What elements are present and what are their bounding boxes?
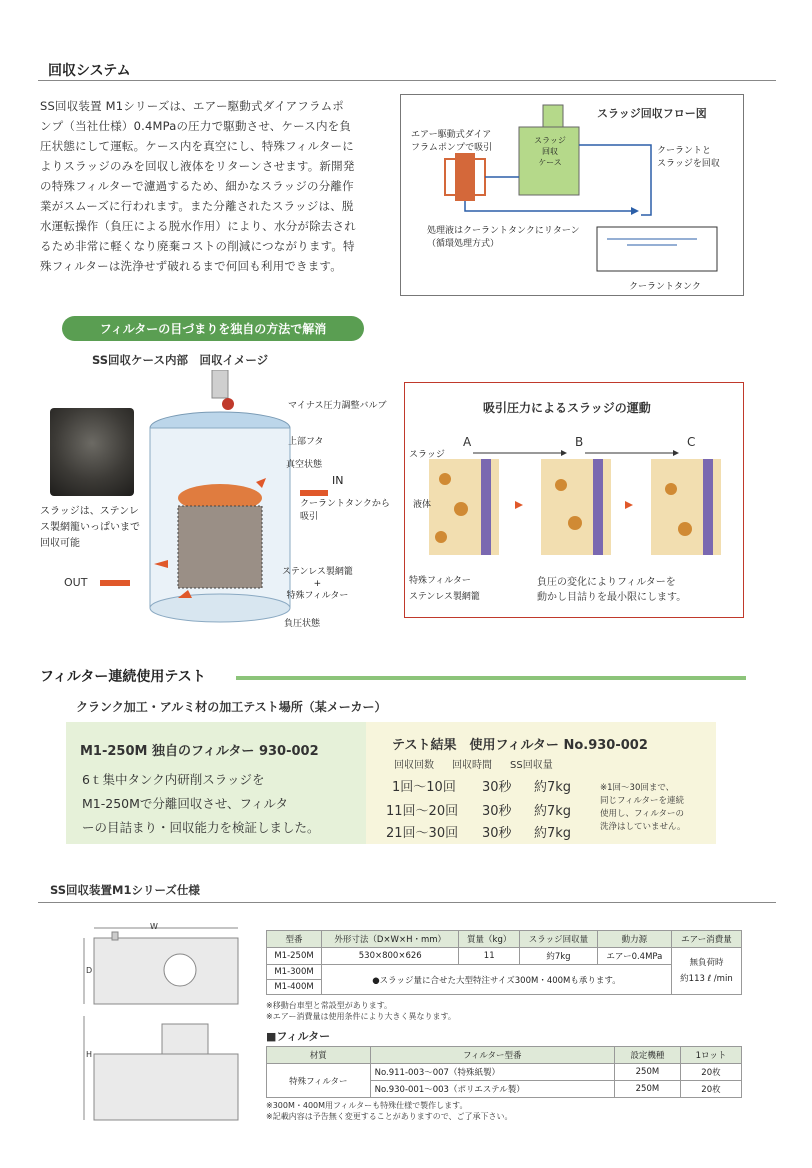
intro-line: 水運転操作（負圧による脱水作用）により、水分が除去され [40, 219, 356, 233]
filter-table [266, 1046, 742, 1098]
mesh-label: ステンレス製網籠 [409, 592, 480, 602]
arrow-icon [673, 450, 679, 456]
spec-row [267, 965, 742, 980]
spec-cell: 11 [459, 948, 520, 965]
spec-cell: エアー0.4MPa [597, 948, 671, 965]
side-view [94, 1054, 238, 1120]
sludge-particle [435, 531, 447, 543]
arrow-icon [625, 501, 633, 509]
spec-header-cell: 動力源 [597, 931, 671, 948]
filter-header-row [267, 1047, 742, 1064]
spec-note: ※移動台車型と常設型があります。 [266, 1001, 393, 1010]
spec-merged-note: ●スラッジ量に合せた大型特注サイズ300M・400Mも承ります。 [322, 965, 672, 995]
intro-line: るため非常に軽くなり廃棄コストの削減につながります。特 [40, 239, 355, 253]
motion-diagrams [405, 449, 745, 569]
spec-header-cell: エアー消費量 [671, 931, 741, 948]
sludge-motion-panel [404, 382, 744, 618]
test-left-line: ーの目詰まり・回収能力を検証しました。 [82, 820, 320, 835]
spec-cell: 530×800×626 [322, 948, 459, 965]
flow-title: スラッジ回収フロー図 [597, 107, 707, 120]
case-bottom [150, 594, 290, 622]
intro-line: ンプ（当社仕様）0.4MPaの圧力で駆動させ、ケース内を負 [40, 119, 352, 133]
dim-h: H [86, 1050, 93, 1059]
test-right-title: テスト結果 使用フィルター No.930-002 [392, 738, 648, 753]
stage-a: A [463, 435, 472, 449]
result-time: 30秒 [482, 826, 512, 841]
test-left-body [82, 768, 320, 840]
result-amount: 約7kg [534, 780, 572, 795]
filter-header-cell: 材質 [267, 1047, 371, 1064]
intro-line: よりスラッジのみを回収し液体をリターンさせます。新開発 [40, 159, 355, 173]
case-label: スラッジ 回収 ケース [534, 136, 566, 167]
results-row [392, 776, 571, 795]
filter-strip [593, 459, 603, 555]
motion-desc: 負圧の変化によりフィルターを 動かし目詰りを最小限にします。 [537, 577, 687, 603]
intro-line: 業がスムーズに行われます。また分離されたスラッジは、脱 [40, 199, 354, 213]
spec-header-row [267, 931, 742, 948]
section-title-recovery-system: 回収システム [48, 63, 131, 79]
out-label: OUT [64, 576, 88, 589]
result-time: 30秒 [482, 780, 512, 795]
return-label: 処理液はクーラントタンクにリターン （循環処理方式） [427, 226, 580, 249]
results-header [394, 756, 553, 771]
test-note: ※1回〜30回まで、 同じフィルターを連続 使用し、フィルターの 洗浄はしていません。 [600, 783, 686, 832]
sludge-particle [568, 516, 582, 530]
test-left-title: M1-250M 独自のフィルター 930-002 [80, 744, 319, 759]
filter-header-cell: 設定機種 [614, 1047, 680, 1064]
dimension-drawing [76, 920, 256, 1130]
air-line: 約113 ℓ /min [680, 974, 733, 984]
filter-header-cell: 1ロット [680, 1047, 741, 1064]
filter-row [267, 1064, 742, 1081]
case-top-block [543, 105, 563, 127]
spec-air-cell [671, 948, 741, 995]
pump-body-icon [455, 153, 475, 201]
filter-material-cell: 特殊フィルター [267, 1064, 371, 1098]
flow-line [579, 145, 651, 215]
basket-label: ステンレス製網籠 + 特殊フィルター [282, 567, 353, 601]
filter-title: ■フィルター [266, 1030, 331, 1043]
sludge-particle [454, 502, 468, 516]
spec-header-cell: 質量（kg） [459, 931, 520, 948]
filter-label: 特殊フィルター [409, 576, 471, 586]
coolant-label: クーラントと スラッジを回収 [657, 146, 720, 169]
photo-caption: スラッジは、ステンレス製網籠いっぱいまで回収可能 [40, 506, 140, 549]
stage-b: B [575, 435, 584, 449]
handle-icon [112, 932, 118, 940]
sludge-label: スラッジ [409, 450, 445, 460]
out-arrow-icon [100, 580, 130, 586]
flow-line [465, 201, 631, 211]
test-left-line: M1-250Mで分離回収させ、フィルタ [82, 796, 289, 811]
flow-lines [401, 95, 745, 297]
section-divider [38, 80, 776, 81]
spec-divider [38, 902, 776, 903]
spec-note: ※エアー消費量は使用条件により大きく異なります。 [266, 1012, 456, 1021]
filter-cell: No.911-003〜007（特殊紙製） [370, 1064, 614, 1081]
spec-cell: M1-300M [267, 965, 322, 980]
flow-diagram [400, 94, 744, 296]
lid-label: 上部フタ [288, 437, 324, 447]
header-count: 回収回数 [394, 760, 434, 771]
spec-header-cell: スラッジ回収量 [520, 931, 598, 948]
spec-title: SS回収装置M1シリーズ仕様 [50, 883, 200, 897]
spec-header-cell: 型番 [267, 931, 322, 948]
intro-line: 圧状態にして運転。ケース内を真空にし、特殊フィルターに [40, 139, 354, 153]
spec-cell: 約7kg [520, 948, 598, 965]
result-amount: 約7kg [534, 826, 572, 841]
test-title-bar [236, 676, 746, 680]
footer-note: ※300M・400M用フィルターも特殊仕様で製作します。 [266, 1101, 468, 1110]
sludge-particle [665, 483, 677, 495]
mesh-basket [178, 506, 262, 588]
footer-note: ※記載内容は予告無く変更することがありますので、ご了承下さい。 [266, 1112, 513, 1121]
test-left-line: 6ｔ集中タンク内研削スラッジを [82, 772, 265, 787]
filter-cell: 250M [614, 1081, 680, 1098]
test-place: クランク加工・アルミ材の加工テスト場所（某メーカー） [76, 700, 387, 714]
from-tank-label: クーラントタンクから 吸引 [300, 499, 390, 522]
arrow-icon [561, 450, 567, 456]
filter-strip [481, 459, 491, 555]
intro-line: の特殊フィルターで濾過するため、細かなスラッジの分離作 [40, 179, 354, 193]
results-row [386, 822, 571, 841]
feature-pill: フィルターの目づまりを独自の方法で解消 [62, 316, 364, 341]
header-amount: SS回収量 [510, 760, 553, 771]
valve-stem [212, 370, 228, 398]
air-line: 無負荷時 [689, 958, 724, 968]
result-amount: 約7kg [534, 804, 572, 819]
sludge-particle [555, 479, 567, 491]
sludge-particle [678, 522, 692, 536]
valve-icon [222, 398, 234, 410]
filter-header-cell: フィルター型番 [370, 1047, 614, 1064]
result-count: 21回〜30回 [386, 826, 459, 841]
test-right-panel [366, 722, 716, 844]
case-illustration [148, 370, 298, 630]
sludge-particle [439, 473, 451, 485]
negative-label: 負圧状態 [284, 619, 321, 629]
filter-cell: No.930-001〜003（ポリエステル製） [370, 1081, 614, 1098]
spec-table [266, 930, 742, 995]
filter-strip [703, 459, 713, 555]
stage-c: C [687, 435, 696, 449]
filter-cell: 20枚 [680, 1064, 741, 1081]
intro-paragraph [40, 96, 392, 276]
dim-w: W [150, 922, 158, 931]
tank-outline [597, 227, 717, 271]
arrow-icon [515, 501, 523, 509]
spec-row [267, 948, 742, 965]
result-count: 11回〜20回 [386, 804, 459, 819]
side-case [162, 1024, 208, 1054]
results-row [386, 800, 571, 819]
intro-line: SS回収装置 M1シリーズは、エアー駆動式ダイアフラムポ [40, 99, 344, 113]
case-top-icon [164, 954, 196, 986]
test-title: フィルター連続使用テスト [40, 669, 206, 685]
spec-header-cell: 外形寸法（D×W×H・mm） [322, 931, 459, 948]
sludge-photo [50, 408, 134, 496]
dim-d: D [86, 966, 93, 975]
spec-cell: M1-400M [267, 980, 322, 995]
feature-subtitle: SS回収ケース内部 回収イメージ [92, 353, 269, 367]
filter-cell: 250M [614, 1064, 680, 1081]
vacuum-label: 真空状態 [286, 460, 323, 470]
arrow-icon [631, 207, 639, 215]
liquid-label: 液体 [413, 500, 432, 510]
motion-title: 吸引圧力によるスラッジの運動 [483, 401, 651, 415]
valve-label: マイナス圧力調整バルブ [288, 401, 387, 411]
pump-label: エアー駆動式ダイア フラムポンプで吸引 [411, 130, 493, 153]
test-left-panel [66, 722, 366, 844]
result-time: 30秒 [482, 804, 512, 819]
header-time: 回収時間 [452, 760, 492, 771]
in-label: IN [332, 474, 344, 487]
filter-cell: 20枚 [680, 1081, 741, 1098]
tank-label: クーラントタンク [629, 282, 701, 292]
intro-line: 殊フィルターは洗浄せず破れるまで何回も利用できます。 [40, 259, 342, 273]
spec-cell: M1-250M [267, 948, 322, 965]
result-count: 1回〜10回 [392, 780, 456, 795]
